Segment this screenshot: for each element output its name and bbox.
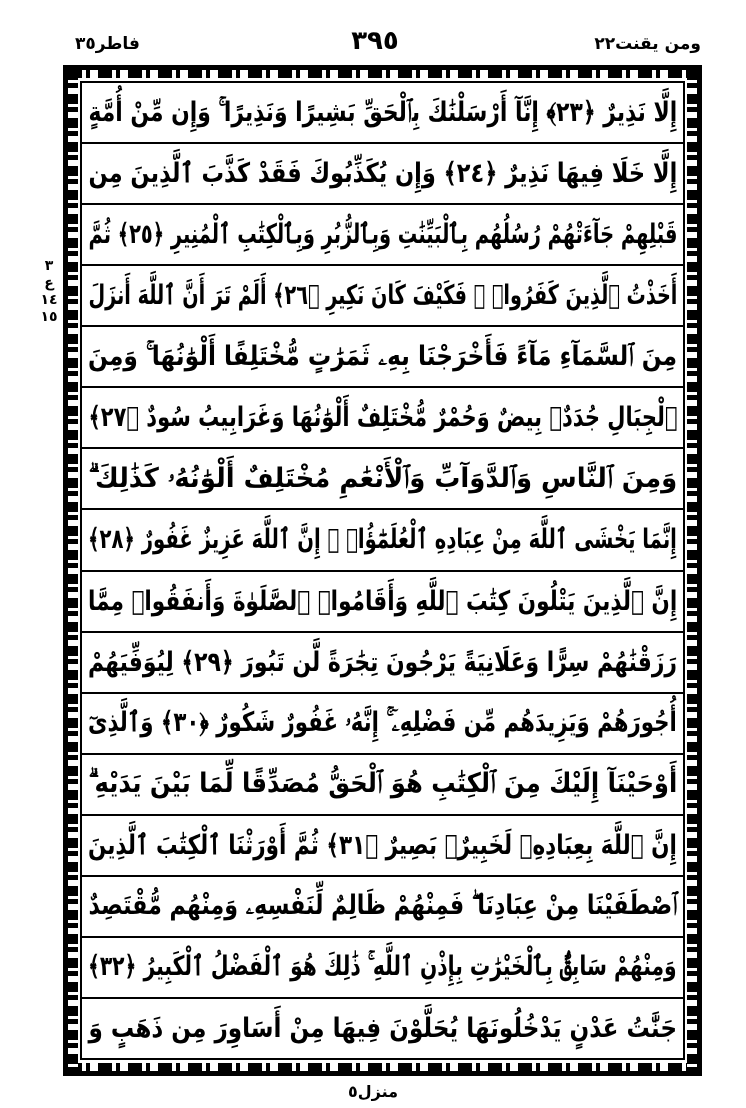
ruku-margin-note: [38, 258, 60, 326]
ornament-border-top: [68, 70, 697, 78]
text-line: [82, 877, 683, 938]
line-text: جَنَّٰتُ عَدْنٍ يَدْخُلُونَهَا يُحَلَّوْنَ فِيهَا مِنْ أَسَاوِرَ مِن ذَهَبٍ وَ: [88, 1012, 677, 1044]
line-text: إِلَّا نَذِيرٌ ﴿٢٣﴾ إِنَّآ أَرْسَلْنَٰكَ بِٱلْحَقِّ بَشِيرًا وَنَذِيرًا ۚ وَإِن مِّنْ أُمَّةٍ: [88, 96, 677, 128]
ornament-border-bottom: [68, 1063, 697, 1071]
text-line: [82, 816, 683, 877]
line-text: ٱصْطَفَيْنَا مِنْ عِبَادِنَا ۖ فَمِنْهُمْ ظَالِمٌ لِّنَفْسِهِۦ وَمِنْهُم مُّقْتَصِدٌ: [88, 890, 677, 922]
page-number: ٣٩٥: [351, 26, 399, 56]
text-line: [82, 572, 683, 633]
line-text: أُجُورَهُمْ وَيَزِيدَهُم مِّن فَضْلِهِۦٓ ۚ إِنَّهُۥ غَفُورٌ شَكُورٌ ﴿٣٠﴾ وَٱلَّذِىٓ: [88, 707, 677, 739]
text-line: [82, 510, 683, 571]
text-line: [82, 266, 683, 327]
text-line: [82, 205, 683, 266]
line-text: مِنَ ٱلسَّمَآءِ مَآءً فَأَخْرَجْنَا بِهِۦ ثَمَرَٰتٍ مُّخْتَلِفًا أَلْوَٰنُهَا ۚ وَمِنَ: [87, 340, 678, 372]
manzil-label: منزل٥: [347, 1082, 399, 1101]
line-text: إِنَّ ٱللَّهَ بِعِبَادِهِۦ لَخَبِيرٌۢ بَصِيرٌ ﴿٣١﴾ ثُمَّ أَوْرَثْنَا ٱلْكِتَٰبَ ٱلَّذِينَ: [88, 829, 677, 861]
surah-label: فاطر٣٥: [75, 34, 140, 54]
text-line: [82, 83, 683, 144]
line-text: ٱلْجِبَالِ جُدَدٌۢ بِيضٌ وَحُمْرٌ مُّخْتَلِفٌ أَلْوَٰنُهَا وَغَرَابِيبُ سُودٌ ﴿٢٧﴾: [87, 402, 677, 434]
text-line: [82, 449, 683, 510]
line-text: إِنَّمَا يَخْشَى ٱللَّهَ مِنْ عِبَادِهِ ٱلْعُلَمَٰٓؤُا۟ ۗ إِنَّ ٱللَّهَ عَزِيزٌ غَفُورٌ ﴿٢٨﴾: [88, 524, 677, 556]
line-text: أَخَذْتُ ٱلَّذِينَ كَفَرُوا۟ ۖ فَكَيْفَ كَانَ نَكِيرِ ﴿٢٦﴾ أَلَمْ تَرَ أَنَّ ٱللَّهَ أَنزَلَ: [88, 280, 677, 312]
text-line: [82, 999, 683, 1058]
juz-label: ومن يقنت٢٢: [594, 34, 701, 54]
ruku-total: ١٥: [40, 309, 58, 325]
line-text: إِلَّا خَلَا فِيهَا نَذِيرٌ ﴿٢٤﴾ وَإِن يُكَذِّبُوكَ فَقَدْ كَذَّبَ ٱلَّذِينَ مِن: [88, 158, 677, 190]
text-line: [82, 327, 683, 388]
page-frame: [63, 65, 702, 1076]
line-text: إِنَّ ٱلَّذِينَ يَتْلُونَ كِتَٰبَ ٱللَّهِ وَأَقَامُوا۟ ٱلصَّلَوٰةَ وَأَنفَقُوا۟ مِمَّا: [87, 585, 678, 617]
text-line: [82, 694, 683, 755]
line-text: وَمِنَ ٱلنَّاسِ وَٱلدَّوَآبِّ وَٱلْأَنْعَٰمِ مُخْتَلِفٌ أَلْوَٰنُهُۥ كَذَٰلِكَ ۗ: [88, 462, 677, 494]
text-line: [82, 388, 683, 449]
ornament-border-right: [687, 70, 697, 1071]
text-line: [82, 755, 683, 816]
line-text: أَوْحَيْنَآ إِلَيْكَ مِنَ ٱلْكِتَٰبِ هُوَ ٱلْحَقُّ مُصَدِّقًا لِّمَا بَيْنَ يَدَيْهِ ۗ: [88, 768, 677, 800]
text-area: [80, 81, 685, 1060]
ruku-symbol: ع: [44, 275, 54, 291]
text-line: [82, 633, 683, 694]
ruku-count: ١٤: [40, 292, 58, 308]
line-text: قَبْلِهِمْ جَآءَتْهُمْ رُسُلُهُم بِٱلْبَيِّنَٰتِ وَبِٱلزُّبُرِ وَبِٱلْكِتَٰبِ ٱلْمُنِيرِ ﴿٢٥﴾ ثُمَّ: [88, 219, 677, 251]
line-text: رَزَقْنَٰهُمْ سِرًّا وَعَلَانِيَةً يَرْجُونَ تِجَٰرَةً لَّن تَبُورَ ﴿٢٩﴾ لِيُوَفِّيَهُمْ: [87, 646, 678, 678]
text-line: [82, 938, 683, 999]
ruku-number: ٣: [44, 258, 54, 274]
line-text: وَمِنْهُمْ سَابِقٌۢ بِٱلْخَيْرَٰتِ بِإِذْنِ ٱللَّهِ ۚ ذَٰلِكَ هُوَ ٱلْفَضْلُ ٱلْكَبِيرُ ﴿٣٢﴾: [88, 951, 677, 983]
text-line: [82, 144, 683, 205]
ornament-border-left: [68, 70, 78, 1071]
